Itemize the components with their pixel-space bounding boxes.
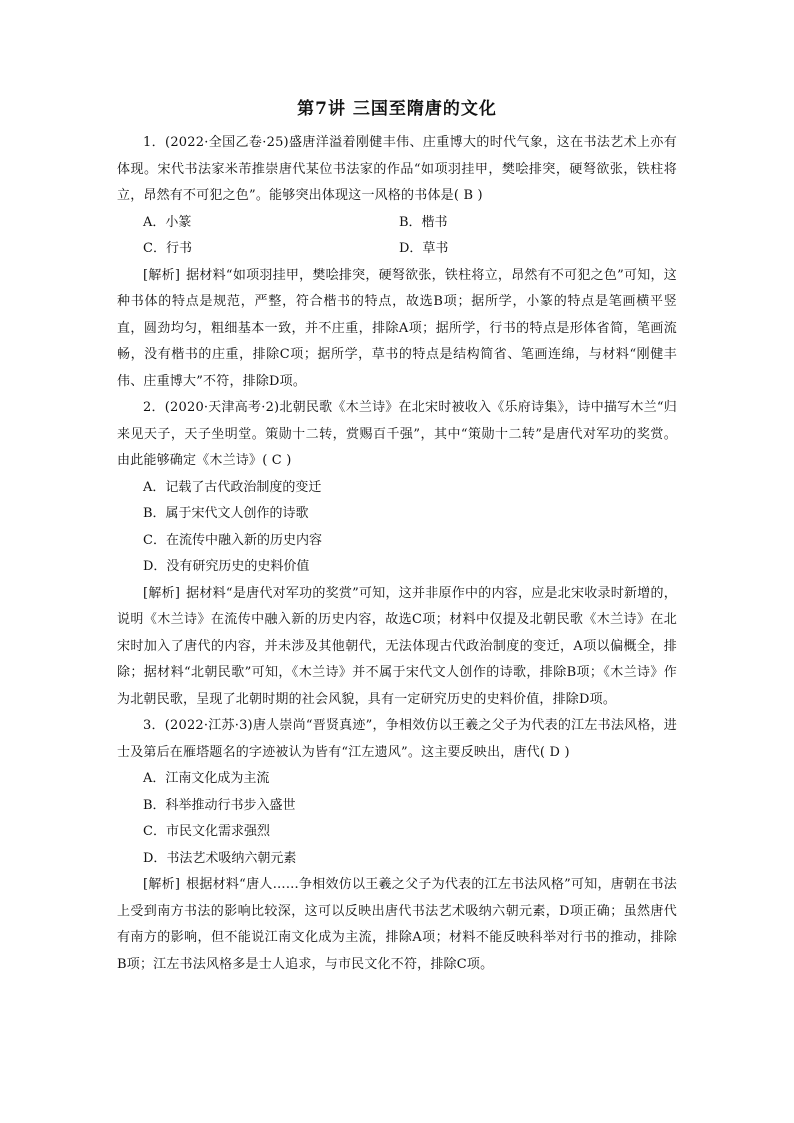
page-content xyxy=(117,96,677,978)
analysis xyxy=(117,581,677,714)
question-1 xyxy=(117,130,677,395)
question-2 xyxy=(117,395,677,713)
analysis-text: 据材料“是唐代对军功的奖赏”可知，这并非原作中的内容，应是北宋收录时新增的，说明《木兰诗》在流传中融入新的历史内容，故选C项；材料中仅提及北朝民歌《木兰诗》在北宋时加入了唐代的内容，并未涉及其他朝代，无法体现古代政治制度的变迁，A项以偏概全，排除；据材料“北朝民歌”可知，《木兰诗》并不属于宋代文人创作的诗歌，排除B项；《木兰诗》作为北朝民歌，呈现了北朝时期的社会风貌，具有一定研究历史的史料价值，排除D项。 xyxy=(117,585,677,707)
analysis xyxy=(117,263,677,396)
option-d: D．书法艺术吸纳六朝元素 xyxy=(143,850,297,866)
analysis-tag: [解析] xyxy=(143,267,181,283)
analysis-tag: [解析] xyxy=(143,585,181,601)
analysis xyxy=(117,872,677,978)
analysis-tag: [解析] xyxy=(143,877,181,892)
option-c: C．市民文化需求强烈 xyxy=(143,824,270,839)
option-a: A．江南文化成为主流 xyxy=(143,771,270,786)
option-b: B．楷书 xyxy=(399,214,448,230)
question-3 xyxy=(117,713,677,978)
question-stem: 3．(2022·江苏·3)唐人崇尚“晋贤真迹”，争相效仿以王羲之父子为代表的江左书法风格，进士及第后在雁塔题名的字迹被认为皆有“江左遗风”。这主要反映出，唐代( D ) xyxy=(117,718,677,760)
option-c: C．行书 xyxy=(143,241,192,256)
option-list xyxy=(143,475,677,581)
question-stem: 2．(2020·天津高考·2)北朝民歌《木兰诗》在北宋时被收入《乐府诗集》，诗中描写木兰“归来见天子，天子坐明堂。策勋十二转，赏赐百千强”，其中“策勋十二转”是唐代对军功的奖赏。由此能够确定《木兰诗》( C ) xyxy=(117,400,677,468)
option-list xyxy=(143,210,677,263)
analysis-text: 据材料“如项羽挂甲，樊哙排突，硬弩欲张，铁柱将立，昂然有不可犯之色”可知，这种书体的特点是规范，严整，符合楷书的特点，故选B项；据所学，小篆的特点是笔画横平竖直，圆劲均匀，粗细基本一致，并不庄重，排除A项；据所学，行书的特点是形体省简，笔画流畅，没有楷书的庄重，排除C项；据所学，草书的特点是结构简省、笔画连绵，与材料“刚健丰伟、庄重博大”不符，排除D项。 xyxy=(117,267,677,389)
option-d: D．没有研究历史的史料价值 xyxy=(143,559,310,574)
option-d: D．草书 xyxy=(399,241,449,256)
analysis-text: 根据材料“唐人……争相效仿以王羲之父子为代表的江左书法风格”可知，唐朝在书法上受到南方书法的影响比较深，这可以反映出唐代书法艺术吸纳六朝元素，D项正确；虽然唐代有南方的影响，但不能说江南文化成为主流，排除A项；材料不能反映科举对行书的推动，排除B项；江左书法风格多是士人追求，与市民文化不符，排除C项。 xyxy=(117,877,677,972)
option-c: C．在流传中融入新的历史内容 xyxy=(143,532,322,548)
option-a: A．小篆 xyxy=(143,214,192,230)
option-a: A．记载了古代政治制度的变迁 xyxy=(143,479,322,495)
question-stem: 1．(2022·全国乙卷·25)盛唐洋溢着刚健丰伟、庄重博大的时代气象，这在书法艺术上亦有体现。宋代书法家米芾推崇唐代某位书法家的作品“如项羽挂甲，樊哙排突，硬弩欲张，铁柱将立，昂然有不可犯之色”。能够突出体现这一风格的书体是( B ) xyxy=(117,135,677,203)
option-b: B．属于宋代文人创作的诗歌 xyxy=(143,506,309,521)
option-b: B．科举推动行书步入盛世 xyxy=(143,797,296,813)
page-title: 第7讲 三国至隋唐的文化 xyxy=(297,99,497,119)
option-list xyxy=(143,766,677,872)
